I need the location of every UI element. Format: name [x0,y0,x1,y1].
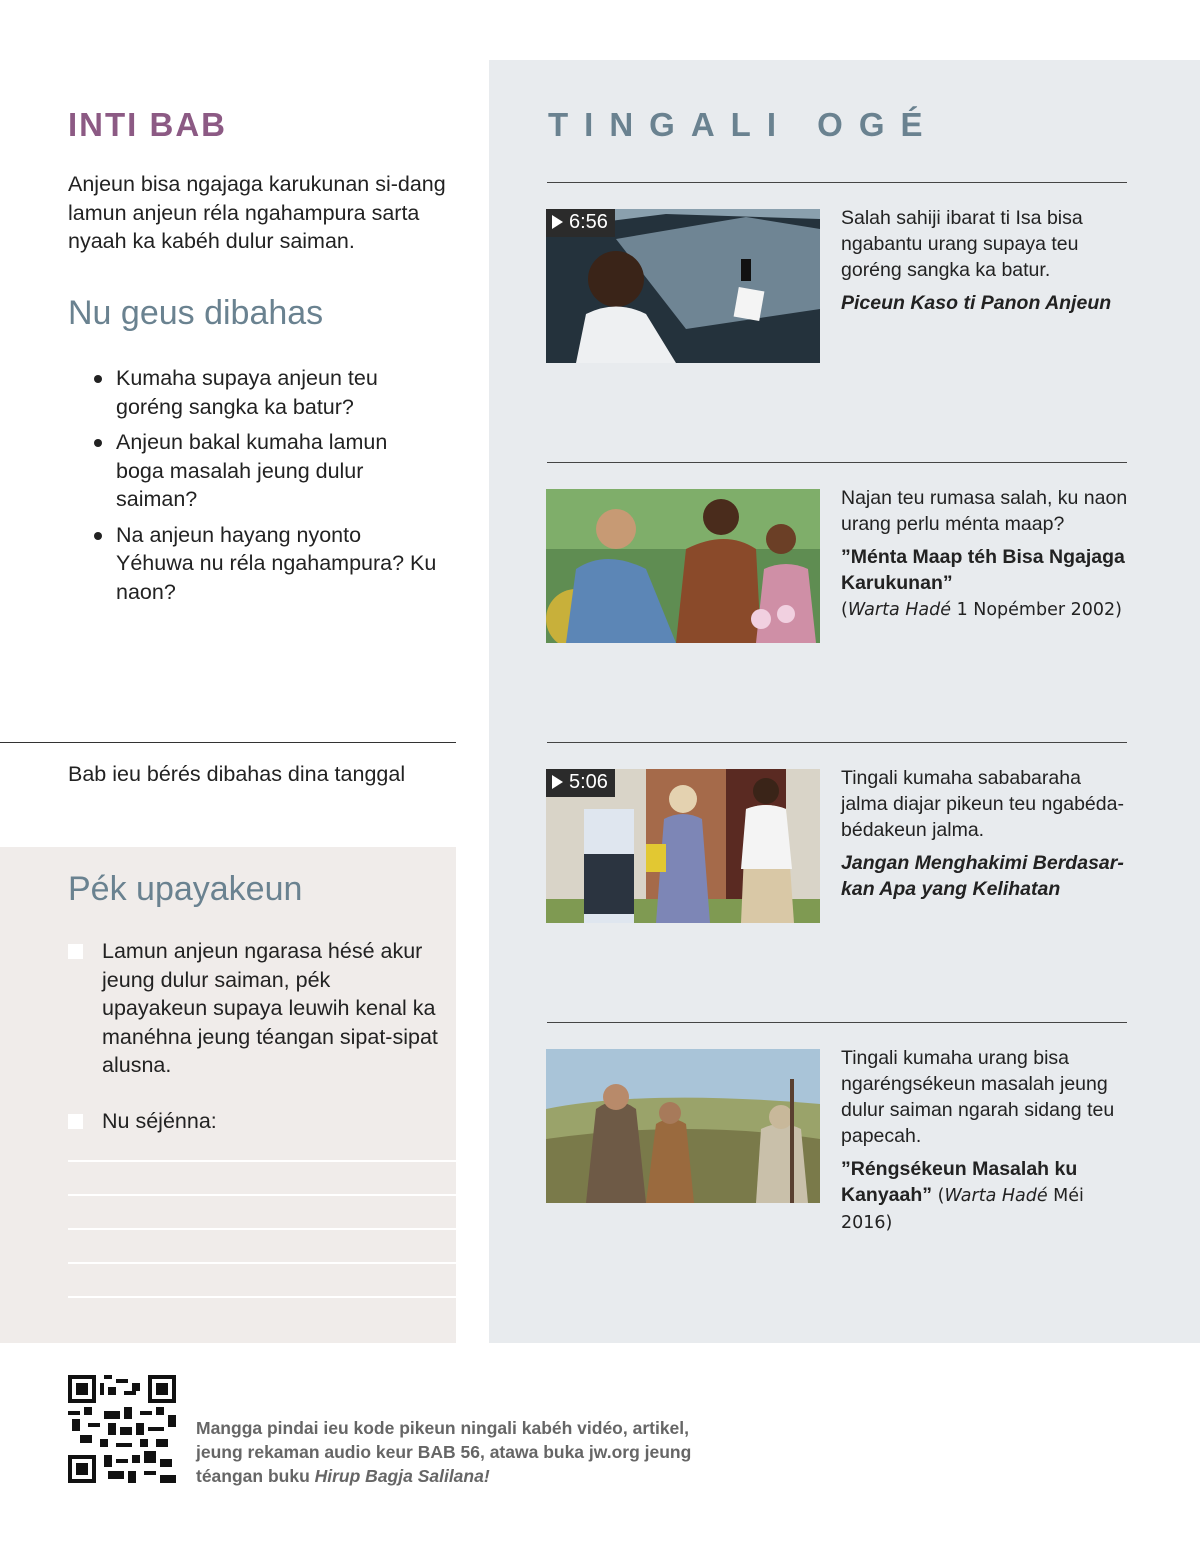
checkbox-icon[interactable] [68,1114,83,1129]
date-line: Bab ieu bérés dibahas dina tanggal [68,762,406,786]
see-also-item: Tingali kumaha sababaraha jalma diajar pikeun teu ngabéda-bédakeun jalma. Jangan Menghakimi Berdasar-kan Apa yang Kelihatan [841,765,1131,902]
discussed-questions [92,364,437,613]
qr-code-icon[interactable] [68,1375,176,1483]
discussed-title: Nu geus dibahas [68,294,324,332]
divider [547,182,1127,183]
divider [547,1022,1127,1023]
video-title-link[interactable]: Piceun Kaso ti Panon Anjeun [841,292,1112,314]
question-item: Na anjeun hayang nyonto Yéhuwa nu réla ngahampura? Ku naon? [92,521,437,607]
article-title-link[interactable]: ”Réngsékeun Masalah ku Kanyaah” [841,1158,1078,1206]
video-duration-badge: 6:56 [546,209,615,237]
bullet-icon [94,375,102,383]
summary-title: INTI BAB [68,106,227,143]
video-title-link[interactable]: Jangan Menghakimi Berdasar-kan Apa yang Kelihatan [841,852,1124,900]
question-item: Anjeun bakal kumaha lamun boga masalah jeung dulur saiman? [92,428,437,514]
write-line[interactable] [68,1228,456,1230]
article-title-link[interactable]: ”Ménta Maap téh Bisa Ngajaga Karukunan” [841,546,1125,594]
effort-checkbox-item[interactable]: Nu séjénna: [68,1107,438,1136]
see-also-item: Salah sahiji ibarat ti Isa bisa ngabantu urang supaya teu goréng sangka ka batur. Piceun Kaso ti Panon Anjeun [841,205,1131,316]
play-icon [552,215,563,229]
bullet-icon [94,532,102,540]
question-item: Kumaha supaya anjeun teu goréng sangka ka batur? [92,364,437,421]
video-duration-badge: 5:06 [546,769,615,797]
divider [547,742,1127,743]
cart-witnessing-video-thumbnail[interactable] [546,769,820,923]
divider [0,742,456,743]
write-line[interactable] [68,1160,456,1162]
see-also-title: TINGALI OGÉ [548,106,939,143]
divider [547,462,1127,463]
footer-text: Mangga pindai ieu kode pikeun ningali kabéh vidéo, artikel, jeung rekaman audio keur BAB 56, atawa buka jw.org jeung téangan buku Hirup Bagja Salilana! [196,1418,692,1486]
effort-title: Pék upayakeun [68,870,303,908]
effort-checkbox-item[interactable]: Lamun anjeun ngarasa hésé akur jeung dulur saiman, pék upayakeun supaya leuwih kenal ka manéhna jeung téangan sipat-sipat alusna. [68,937,438,1080]
bullet-icon [94,439,102,447]
see-also-item: Tingali kumaha urang bisa ngaréngsékeun masalah jeung dulur saiman ngarah sidang teu papecah. ”Réngsékeun Masalah ku Kanyaah” (Warta Hadé Méi 2016) [841,1047,1115,1233]
write-line[interactable] [68,1194,456,1196]
checkbox-icon[interactable] [68,944,83,959]
man-in-car-video-thumbnail[interactable] [546,209,820,363]
write-line[interactable] [68,1262,456,1264]
summary-text: Anjeun bisa ngajaga karukunan si-dang lamun anjeun réla ngahampura sarta nyaah ka kabéh dulur saiman. [68,172,446,253]
brothers-greeting-illustration[interactable] [546,489,820,643]
write-line[interactable] [68,1296,456,1298]
see-also-item: Najan teu rumasa salah, ku naon urang perlu ménta maap? ”Ménta Maap téh Bisa Ngajaga Karukunan” (Warta Hadé 1 Nopémber 2002) [841,487,1128,620]
abraham-and-lot-illustration[interactable] [546,1049,820,1203]
play-icon [552,775,563,789]
effort-panel [0,847,456,1343]
